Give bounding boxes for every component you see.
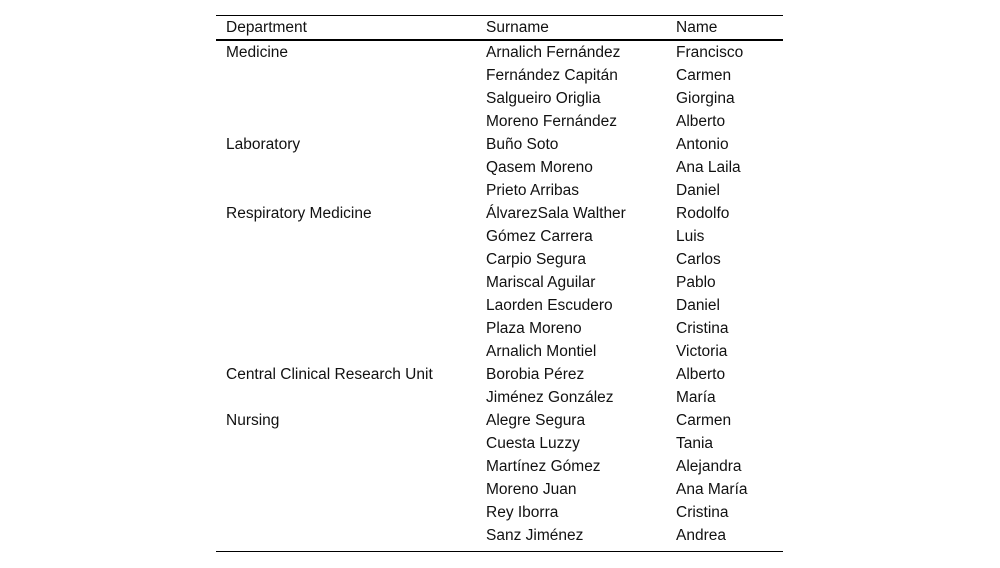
cell-name: Daniel [676,182,720,199]
cell-department: Medicine [226,44,289,61]
cell-name: Giorgina [676,90,735,107]
table-row [216,64,783,87]
table-row [216,501,783,524]
table-row [216,87,783,110]
cell-surname: Cuesta Luzzy [486,435,580,452]
cell-department [216,294,476,317]
cell-department [216,340,476,363]
table-row [216,432,783,455]
cell-department [216,386,476,409]
cell-department [216,248,476,271]
table-row [216,455,783,478]
table-row [216,110,783,133]
cell-surname: Moreno Juan [486,481,577,498]
table-row [216,248,783,271]
cell-name: Antonio [676,136,729,153]
header-department: Department [226,18,307,36]
cell-name: Pablo [676,274,716,291]
table-row [216,202,783,225]
cell-name: Cristina [676,504,729,521]
cell-surname: Mariscal Aguilar [486,274,596,291]
cell-name: Tania [676,435,714,452]
cell-surname: Arnalich Fernández [486,44,621,61]
table-row [216,409,783,432]
cell-surname: Moreno Fernández [486,113,617,130]
cell-name: Daniel [676,297,720,314]
cell-name: Andrea [676,527,726,544]
cell-department: Respiratory Medicine [226,205,372,222]
table-row [216,524,783,547]
cell-name: Carmen [676,67,732,84]
cell-surname: Prieto Arribas [486,182,580,199]
cell-name: Rodolfo [676,205,730,222]
cell-name: Luis [676,228,705,245]
cell-surname: Rey Iborra [486,504,559,521]
cell-department [216,478,476,501]
cell-department: Laboratory [226,136,301,153]
cell-department: Nursing [226,412,280,429]
cell-surname: Arnalich Montiel [486,343,597,360]
cell-department [216,501,476,524]
cell-department [216,432,476,455]
cell-surname: Laorden Escudero [486,297,613,314]
table-row [216,271,783,294]
cell-department [216,110,476,133]
cell-surname: Carpio Segura [486,251,586,268]
cell-surname: Salgueiro Origlia [486,90,601,107]
staff-table-container [216,15,783,552]
cell-name: Alberto [676,113,726,130]
table-row [216,478,783,501]
cell-surname: Gómez Carrera [486,228,593,245]
cell-surname: Fernández Capitán [486,67,618,84]
cell-department [216,455,476,478]
cell-surname: Jiménez González [486,389,614,406]
cell-department [216,156,476,179]
table-row [216,386,783,409]
cell-name: Alejandra [676,458,742,475]
cell-surname: Martínez Gómez [486,458,601,475]
cell-name: Carlos [676,251,721,268]
header-row [216,16,783,41]
cell-name: Carmen [676,412,732,429]
cell-department [216,179,476,202]
cell-name: Cristina [676,320,729,337]
spacer-cell [216,547,783,552]
cell-name: Francisco [676,44,744,61]
table-row [216,225,783,248]
header-name: Name [676,18,718,36]
table-row [216,156,783,179]
table-body [216,40,783,552]
cell-surname: Borobia Pérez [486,366,585,383]
cell-name: Ana María [676,481,748,498]
cell-department [216,87,476,110]
cell-name: María [676,389,716,406]
cell-surname: ÁlvarezSala Walther [486,205,626,222]
cell-surname: Buño Soto [486,136,559,153]
cell-department [216,524,476,547]
cell-surname: Alegre Segura [486,412,586,429]
cell-surname: Plaza Moreno [486,320,582,337]
header-surname: Surname [486,18,549,36]
table-row [216,294,783,317]
table-row [216,40,783,64]
cell-surname: Sanz Jiménez [486,527,584,544]
table-row [216,317,783,340]
cell-department [216,271,476,294]
cell-department [216,64,476,87]
table-header [216,16,783,41]
table-row [216,133,783,156]
table-row [216,340,783,363]
cell-name: Alberto [676,366,726,383]
table-bottom-spacer [216,547,783,552]
cell-name: Ana Laila [676,159,741,176]
table-row [216,179,783,202]
cell-department [216,317,476,340]
cell-department [216,225,476,248]
table-row [216,363,783,386]
cell-name: Victoria [676,343,728,360]
cell-department: Central Clinical Research Unit [226,366,433,383]
cell-surname: Qasem Moreno [486,159,593,176]
staff-table [216,15,783,552]
